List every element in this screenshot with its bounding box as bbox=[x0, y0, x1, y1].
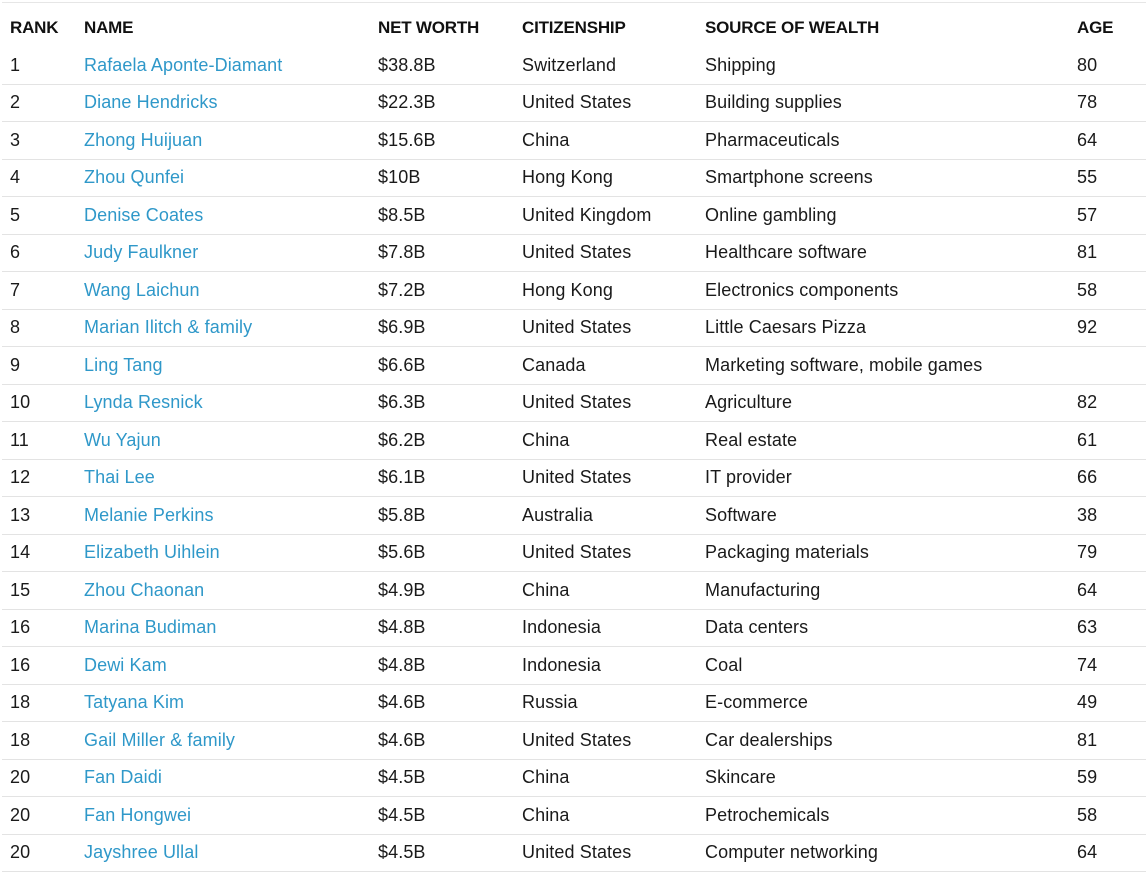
age-cell: 58 bbox=[1069, 797, 1146, 835]
net-worth-cell: $4.6B bbox=[370, 684, 514, 722]
profile-link[interactable]: Tatyana Kim bbox=[84, 692, 185, 713]
net-worth-cell: $4.5B bbox=[370, 759, 514, 797]
profile-link[interactable]: Rafaela Aponte-Diamant bbox=[84, 54, 283, 75]
rank-cell: 10 bbox=[2, 384, 76, 422]
citizenship-cell: Hong Kong bbox=[514, 272, 697, 310]
rank-cell: 4 bbox=[2, 159, 76, 197]
rank-cell: 2 bbox=[2, 84, 76, 122]
net-worth-cell: $7.8B bbox=[370, 234, 514, 272]
profile-link[interactable]: Thai Lee bbox=[84, 467, 155, 488]
profile-link[interactable]: Zhou Chaonan bbox=[84, 579, 205, 600]
table-row bbox=[2, 234, 1146, 272]
source-of-wealth-cell: Skincare bbox=[697, 759, 1069, 797]
citizenship-cell: China bbox=[514, 759, 697, 797]
net-worth-cell: $10B bbox=[370, 159, 514, 197]
net-worth-cell: $8.5B bbox=[370, 197, 514, 235]
source-of-wealth-cell: Online gambling bbox=[697, 197, 1069, 235]
citizenship-cell: China bbox=[514, 572, 697, 610]
name-cell bbox=[76, 497, 370, 535]
net-worth-cell: $6.6B bbox=[370, 347, 514, 385]
profile-link[interactable]: Zhong Huijuan bbox=[84, 129, 203, 150]
table-row bbox=[2, 759, 1146, 797]
age-cell: 58 bbox=[1069, 272, 1146, 310]
net-worth-cell: $22.3B bbox=[370, 84, 514, 122]
source-of-wealth-cell: IT provider bbox=[697, 459, 1069, 497]
profile-link[interactable]: Marina Budiman bbox=[84, 617, 217, 638]
name-cell bbox=[76, 272, 370, 310]
table-body bbox=[2, 47, 1146, 872]
source-of-wealth-cell: Electronics components bbox=[697, 272, 1069, 310]
net-worth-cell: $5.6B bbox=[370, 534, 514, 572]
header-name: NAME bbox=[84, 18, 134, 37]
rank-cell: 6 bbox=[2, 234, 76, 272]
profile-link[interactable]: Marian Ilitch & family bbox=[84, 317, 253, 338]
age-cell: 64 bbox=[1069, 572, 1146, 610]
profile-link[interactable]: Gail Miller & family bbox=[84, 729, 236, 750]
rank-cell: 16 bbox=[2, 647, 76, 685]
source-of-wealth-cell: Software bbox=[697, 497, 1069, 535]
header-citizenship: CITIZENSHIP bbox=[522, 18, 626, 37]
age-cell: 38 bbox=[1069, 497, 1146, 535]
age-cell bbox=[1069, 347, 1146, 385]
rank-cell: 8 bbox=[2, 309, 76, 347]
net-worth-cell: $7.2B bbox=[370, 272, 514, 310]
age-cell: 92 bbox=[1069, 309, 1146, 347]
name-cell bbox=[76, 197, 370, 235]
name-cell bbox=[76, 384, 370, 422]
name-cell bbox=[76, 47, 370, 84]
net-worth-cell: $15.6B bbox=[370, 122, 514, 160]
net-worth-cell: $4.5B bbox=[370, 797, 514, 835]
name-cell bbox=[76, 684, 370, 722]
citizenship-cell: United States bbox=[514, 722, 697, 760]
table-row bbox=[2, 497, 1146, 535]
table-row bbox=[2, 422, 1146, 460]
citizenship-cell: Switzerland bbox=[514, 47, 697, 84]
citizenship-cell: China bbox=[514, 122, 697, 160]
net-worth-cell: $5.8B bbox=[370, 497, 514, 535]
profile-link[interactable]: Denise Coates bbox=[84, 204, 204, 225]
citizenship-cell: Australia bbox=[514, 497, 697, 535]
citizenship-cell: United States bbox=[514, 384, 697, 422]
citizenship-cell: China bbox=[514, 797, 697, 835]
source-of-wealth-cell: Petrochemicals bbox=[697, 797, 1069, 835]
name-cell bbox=[76, 347, 370, 385]
source-of-wealth-cell: Computer networking bbox=[697, 834, 1069, 872]
table-row bbox=[2, 347, 1146, 385]
rank-cell: 13 bbox=[2, 497, 76, 535]
age-cell: 55 bbox=[1069, 159, 1146, 197]
citizenship-cell: United States bbox=[514, 534, 697, 572]
rank-cell: 18 bbox=[2, 722, 76, 760]
net-worth-cell: $4.5B bbox=[370, 834, 514, 872]
profile-link[interactable]: Ling Tang bbox=[84, 354, 163, 375]
net-worth-cell: $4.9B bbox=[370, 572, 514, 610]
name-cell bbox=[76, 422, 370, 460]
source-of-wealth-cell: E-commerce bbox=[697, 684, 1069, 722]
name-cell bbox=[76, 797, 370, 835]
citizenship-cell: China bbox=[514, 422, 697, 460]
name-cell bbox=[76, 122, 370, 160]
table-row bbox=[2, 159, 1146, 197]
source-of-wealth-cell: Coal bbox=[697, 647, 1069, 685]
citizenship-cell: United Kingdom bbox=[514, 197, 697, 235]
name-cell bbox=[76, 572, 370, 610]
citizenship-cell: United States bbox=[514, 459, 697, 497]
profile-link[interactable]: Wang Laichun bbox=[84, 279, 200, 300]
table-header bbox=[2, 9, 1146, 47]
age-cell: 79 bbox=[1069, 534, 1146, 572]
source-of-wealth-cell: Manufacturing bbox=[697, 572, 1069, 610]
net-worth-cell: $4.6B bbox=[370, 722, 514, 760]
profile-link[interactable]: Melanie Perkins bbox=[84, 504, 214, 525]
header-source-of-wealth: SOURCE OF WEALTH bbox=[705, 18, 880, 37]
richest-women-table bbox=[2, 9, 1146, 872]
net-worth-cell: $6.1B bbox=[370, 459, 514, 497]
citizenship-cell: Hong Kong bbox=[514, 159, 697, 197]
table-row bbox=[2, 647, 1146, 685]
header-rank: RANK bbox=[10, 18, 59, 37]
rank-cell: 9 bbox=[2, 347, 76, 385]
rank-cell: 12 bbox=[2, 459, 76, 497]
rank-cell: 1 bbox=[2, 47, 76, 84]
table-row bbox=[2, 122, 1146, 160]
name-cell bbox=[76, 234, 370, 272]
age-cell: 78 bbox=[1069, 84, 1146, 122]
rank-cell: 16 bbox=[2, 609, 76, 647]
name-cell bbox=[76, 647, 370, 685]
profile-link[interactable]: Fan Daidi bbox=[84, 767, 162, 788]
profile-link[interactable]: Dewi Kam bbox=[84, 654, 167, 675]
citizenship-cell: Russia bbox=[514, 684, 697, 722]
rank-cell: 20 bbox=[2, 834, 76, 872]
citizenship-cell: United States bbox=[514, 84, 697, 122]
table-row bbox=[2, 572, 1146, 610]
table-row bbox=[2, 84, 1146, 122]
citizenship-cell: United States bbox=[514, 234, 697, 272]
age-cell: 81 bbox=[1069, 722, 1146, 760]
name-cell bbox=[76, 459, 370, 497]
table-row bbox=[2, 384, 1146, 422]
age-cell: 74 bbox=[1069, 647, 1146, 685]
table-row bbox=[2, 722, 1146, 760]
net-worth-cell: $4.8B bbox=[370, 647, 514, 685]
source-of-wealth-cell: Agriculture bbox=[697, 384, 1069, 422]
citizenship-cell: United States bbox=[514, 834, 697, 872]
age-cell: 63 bbox=[1069, 609, 1146, 647]
profile-link[interactable]: Jayshree Ullal bbox=[84, 842, 199, 863]
net-worth-cell: $6.9B bbox=[370, 309, 514, 347]
rank-cell: 11 bbox=[2, 422, 76, 460]
profile-link[interactable]: Diane Hendricks bbox=[84, 92, 218, 113]
name-cell bbox=[76, 84, 370, 122]
profile-link[interactable]: Zhou Qunfei bbox=[84, 167, 185, 188]
age-cell: 59 bbox=[1069, 759, 1146, 797]
age-cell: 57 bbox=[1069, 197, 1146, 235]
age-cell: 64 bbox=[1069, 834, 1146, 872]
age-cell: 80 bbox=[1069, 47, 1146, 84]
age-cell: 66 bbox=[1069, 459, 1146, 497]
citizenship-cell: Indonesia bbox=[514, 609, 697, 647]
age-cell: 64 bbox=[1069, 122, 1146, 160]
name-cell bbox=[76, 159, 370, 197]
name-cell bbox=[76, 834, 370, 872]
source-of-wealth-cell: Building supplies bbox=[697, 84, 1069, 122]
top-divider bbox=[2, 2, 1146, 3]
profile-link[interactable]: Lynda Resnick bbox=[84, 392, 203, 413]
source-of-wealth-cell: Marketing software, mobile games bbox=[697, 347, 1069, 385]
name-cell bbox=[76, 534, 370, 572]
table-row bbox=[2, 309, 1146, 347]
source-of-wealth-cell: Little Caesars Pizza bbox=[697, 309, 1069, 347]
rank-cell: 5 bbox=[2, 197, 76, 235]
rank-cell: 3 bbox=[2, 122, 76, 160]
net-worth-cell: $6.2B bbox=[370, 422, 514, 460]
citizenship-cell: United States bbox=[514, 309, 697, 347]
source-of-wealth-cell: Shipping bbox=[697, 47, 1069, 84]
citizenship-cell: Canada bbox=[514, 347, 697, 385]
table-row bbox=[2, 459, 1146, 497]
profile-link[interactable]: Elizabeth Uihlein bbox=[84, 542, 220, 563]
source-of-wealth-cell: Smartphone screens bbox=[697, 159, 1069, 197]
header-net-worth: NET WORTH bbox=[378, 18, 480, 37]
net-worth-cell: $6.3B bbox=[370, 384, 514, 422]
rank-cell: 20 bbox=[2, 797, 76, 835]
rank-cell: 18 bbox=[2, 684, 76, 722]
table-row bbox=[2, 197, 1146, 235]
table-row bbox=[2, 47, 1146, 84]
age-cell: 49 bbox=[1069, 684, 1146, 722]
source-of-wealth-cell: Pharmaceuticals bbox=[697, 122, 1069, 160]
table-row bbox=[2, 684, 1146, 722]
source-of-wealth-cell: Data centers bbox=[697, 609, 1069, 647]
rank-cell: 7 bbox=[2, 272, 76, 310]
source-of-wealth-cell: Healthcare software bbox=[697, 234, 1069, 272]
net-worth-cell: $38.8B bbox=[370, 47, 514, 84]
header-age: AGE bbox=[1077, 18, 1114, 37]
age-cell: 61 bbox=[1069, 422, 1146, 460]
citizenship-cell: Indonesia bbox=[514, 647, 697, 685]
table-row bbox=[2, 534, 1146, 572]
name-cell bbox=[76, 722, 370, 760]
source-of-wealth-cell: Car dealerships bbox=[697, 722, 1069, 760]
rank-cell: 14 bbox=[2, 534, 76, 572]
table-row bbox=[2, 834, 1146, 872]
rank-cell: 20 bbox=[2, 759, 76, 797]
age-cell: 81 bbox=[1069, 234, 1146, 272]
name-cell bbox=[76, 309, 370, 347]
profile-link[interactable]: Fan Hongwei bbox=[84, 804, 192, 825]
profile-link[interactable]: Judy Faulkner bbox=[84, 242, 199, 263]
table-row bbox=[2, 609, 1146, 647]
source-of-wealth-cell: Real estate bbox=[697, 422, 1069, 460]
header-row bbox=[2, 9, 1146, 47]
table-row bbox=[2, 272, 1146, 310]
rank-cell: 15 bbox=[2, 572, 76, 610]
name-cell bbox=[76, 609, 370, 647]
source-of-wealth-cell: Packaging materials bbox=[697, 534, 1069, 572]
name-cell bbox=[76, 759, 370, 797]
table-row bbox=[2, 797, 1146, 835]
age-cell: 82 bbox=[1069, 384, 1146, 422]
profile-link[interactable]: Wu Yajun bbox=[84, 429, 161, 450]
net-worth-cell: $4.8B bbox=[370, 609, 514, 647]
